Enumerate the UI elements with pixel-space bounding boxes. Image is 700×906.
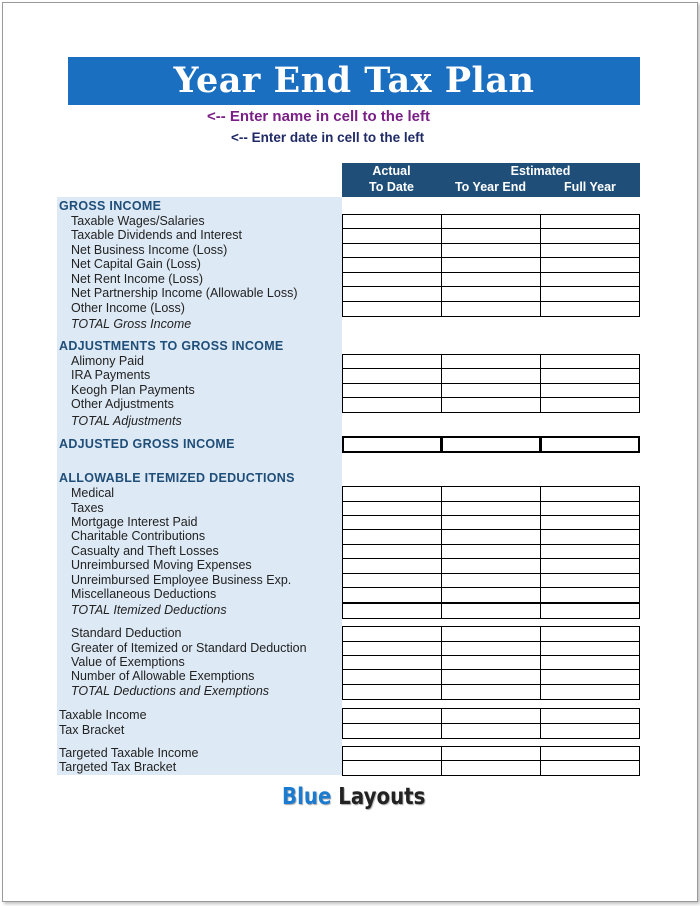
row-label: Number of Allowable Exemptions [71, 669, 255, 683]
entry-cell[interactable] [342, 558, 442, 574]
entry-cell[interactable] [342, 257, 442, 273]
deductions-heading: ALLOWABLE ITEMIZED DEDUCTIONS [59, 471, 295, 485]
entry-cell[interactable] [342, 529, 442, 545]
row-label: Casualty and Theft Losses [71, 544, 219, 558]
agi-cell[interactable] [540, 436, 640, 453]
entry-cell[interactable] [540, 486, 640, 502]
total-label: TOTAL Adjustments [71, 414, 182, 428]
entry-cell[interactable] [342, 397, 442, 413]
entry-cell[interactable] [441, 603, 541, 619]
entry-cell[interactable] [342, 669, 442, 685]
entry-cell[interactable] [540, 286, 640, 302]
column-header [342, 163, 640, 197]
total-label: TOTAL Gross Income [71, 317, 192, 331]
entry-cell[interactable] [342, 301, 442, 317]
entry-cell[interactable] [441, 587, 541, 603]
row-label: Other Adjustments [71, 397, 174, 411]
header-estimated: Estimated [510, 164, 571, 178]
entry-cell[interactable] [441, 228, 541, 244]
entry-cell[interactable] [540, 529, 640, 545]
entry-cell[interactable] [540, 301, 640, 317]
entry-cell[interactable] [342, 708, 442, 724]
entry-cell[interactable] [342, 368, 442, 384]
row-label: Tax Bracket [59, 723, 125, 737]
entry-cell[interactable] [441, 626, 541, 642]
row-label: Value of Exemptions [71, 655, 185, 669]
entry-cell[interactable] [342, 603, 442, 619]
row-label: Medical [71, 486, 115, 500]
row-label: Net Partnership Income (Allowable Loss) [71, 286, 298, 300]
header-actual: Actual [372, 164, 411, 178]
entry-cell[interactable] [540, 228, 640, 244]
entry-cell[interactable] [540, 603, 640, 619]
entry-cell[interactable] [441, 558, 541, 574]
row-label: Taxable Income [59, 708, 147, 722]
entry-cell[interactable] [441, 397, 541, 413]
entry-cell[interactable] [540, 368, 640, 384]
entry-cell[interactable] [441, 669, 541, 685]
row-label: Unreimbursed Moving Expenses [71, 558, 252, 572]
blue-layouts-logo [282, 784, 425, 810]
page-title: Year End Tax Plan [68, 57, 640, 105]
row-label: Charitable Contributions [71, 529, 206, 543]
row-label: Keogh Plan Payments [71, 383, 195, 397]
entry-cell[interactable] [441, 723, 541, 739]
agi-cell[interactable] [342, 436, 442, 453]
entry-cell[interactable] [540, 708, 640, 724]
total-label: TOTAL Deductions and Exemptions [71, 684, 270, 698]
row-label: Standard Deduction [71, 626, 182, 640]
row-label: Taxes [71, 501, 104, 515]
logo-blue: Blue [282, 784, 332, 810]
entry-cell[interactable] [342, 760, 442, 776]
header-to-year-end: To Year End [454, 180, 527, 194]
entry-cell[interactable] [342, 626, 442, 642]
entry-cell[interactable] [441, 708, 541, 724]
date-hint: <-- Enter date in cell to the left [231, 130, 425, 145]
entry-cell[interactable] [441, 286, 541, 302]
entry-cell[interactable] [441, 529, 541, 545]
entry-cell[interactable] [342, 723, 442, 739]
adjustments-heading: ADJUSTMENTS TO GROSS INCOME [59, 339, 284, 353]
entry-cell[interactable] [540, 684, 640, 700]
total-label: TOTAL Itemized Deductions [71, 603, 227, 617]
entry-cell[interactable] [441, 684, 541, 700]
entry-cell[interactable] [441, 486, 541, 502]
entry-cell[interactable] [540, 760, 640, 776]
row-label: Other Income (Loss) [71, 301, 185, 315]
name-hint: <-- Enter name in cell to the left [207, 108, 430, 125]
entry-cell[interactable] [540, 669, 640, 685]
row-label: Greater of Itemized or Standard Deduction [71, 641, 307, 655]
row-label: Taxable Wages/Salaries [71, 214, 205, 228]
row-label: Alimony Paid [71, 354, 144, 368]
row-label: Miscellaneous Deductions [71, 587, 217, 601]
row-label: Targeted Taxable Income [59, 746, 199, 760]
logo-layouts: Layouts [338, 784, 426, 810]
entry-cell[interactable] [342, 286, 442, 302]
row-label: IRA Payments [71, 368, 151, 382]
row-label: Taxable Dividends and Interest [71, 228, 242, 242]
entry-cell[interactable] [540, 626, 640, 642]
entry-cell[interactable] [342, 486, 442, 502]
row-label: Mortgage Interest Paid [71, 515, 198, 529]
entry-cell[interactable] [540, 397, 640, 413]
entry-cell[interactable] [540, 558, 640, 574]
entry-cell[interactable] [540, 257, 640, 273]
agi-cell[interactable] [441, 436, 541, 453]
entry-cell[interactable] [441, 257, 541, 273]
row-label: Unreimbursed Employee Business Exp. [71, 573, 292, 587]
row-label: Net Capital Gain (Loss) [71, 257, 201, 271]
entry-cell[interactable] [441, 760, 541, 776]
row-label: Net Rent Income (Loss) [71, 272, 203, 286]
entry-cell[interactable] [342, 684, 442, 700]
header-to-date: To Date [369, 180, 414, 194]
row-label: Net Business Income (Loss) [71, 243, 228, 257]
entry-cell[interactable] [441, 301, 541, 317]
entry-cell[interactable] [441, 368, 541, 384]
entry-cell[interactable] [342, 228, 442, 244]
entry-cell[interactable] [540, 587, 640, 603]
row-label: Targeted Tax Bracket [59, 760, 177, 774]
entry-cell[interactable] [342, 587, 442, 603]
entry-cell[interactable] [540, 723, 640, 739]
agi-heading: ADJUSTED GROSS INCOME [59, 437, 235, 451]
gross-income-heading: GROSS INCOME [59, 199, 162, 213]
header-full-year: Full Year [564, 180, 616, 194]
